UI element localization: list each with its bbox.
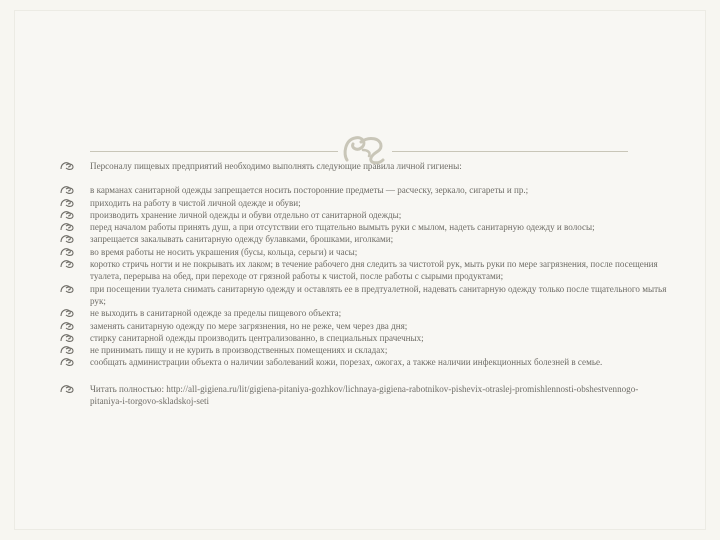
rule-text: в карманах санитарной одежды запрещается носить посторонние предметы — расческу, зеркало, сигареты и пр.; xyxy=(90,185,529,196)
list-item xyxy=(60,332,670,344)
list-item xyxy=(60,209,670,221)
scroll-bullet-icon xyxy=(60,198,74,208)
scroll-bullet-icon xyxy=(60,247,74,257)
list-item xyxy=(60,160,670,172)
rule-text: стирку санитарной одежды производить централизованно, в специальных прачечных; xyxy=(90,332,424,343)
scroll-bullet-icon xyxy=(60,234,74,244)
scroll-bullet-icon xyxy=(60,321,74,331)
list-item xyxy=(60,283,670,308)
list-item xyxy=(60,356,670,368)
scroll-bullet-icon xyxy=(60,345,74,355)
scroll-bullet-icon xyxy=(60,222,74,232)
list-item xyxy=(60,320,670,332)
list-item xyxy=(60,383,670,408)
rule-text: заменять санитарную одежду по мере загрязнения, но не реже, чем через два дня; xyxy=(90,320,408,331)
list-item xyxy=(60,344,670,356)
read-more-text: Читать полностью: http://all-gigiena.ru/lit/gigiena-pitaniya-gozhkov/lichnaya-gigiena-rabotnikov-pishevix-otraslej-promishlennosti-obshestvennogo-pitaniya-i-torgovo-skladskoj-seti xyxy=(90,383,639,407)
rule-text: не принимать пищу и не курить в производственных помещениях и складах; xyxy=(90,345,388,356)
rule-text: не выходить в санитарной одежде за пределы пищевого объекта; xyxy=(90,308,342,319)
scroll-bullet-icon xyxy=(60,185,74,195)
list-item xyxy=(60,246,670,258)
scroll-bullet-icon xyxy=(60,259,74,269)
list-item xyxy=(60,221,670,233)
scroll-bullet-icon xyxy=(60,161,74,171)
rules-list xyxy=(60,160,670,407)
title-rule-left xyxy=(90,151,338,152)
scroll-bullet-icon xyxy=(60,284,74,294)
list-item xyxy=(60,307,670,319)
scroll-bullet-icon xyxy=(60,384,74,394)
list-item xyxy=(60,197,670,209)
scroll-bullet-icon xyxy=(60,308,74,318)
rule-text: коротко стричь ногти и не покрывать их лаком; в течение рабочего дня следить за чистотой рук, мыть руки по мере загрязнения, после посещения туалета, перерыва на обед, при переходе от грязной работы к чистой, после работы с сырыми продуктами; xyxy=(90,259,658,282)
rule-text: сообщать администрации объекта о наличии заболеваний кожи, порезах, ожогах, а также наличии инфекционных болезней в семье. xyxy=(90,357,603,368)
list-item xyxy=(60,184,670,196)
intro-text: Персоналу пищевых предприятий необходимо выполнять следующие правила личной гигиены: xyxy=(90,161,462,171)
rule-text: производить хранение личной одежды и обуви отдельно от санитарной одежды; xyxy=(90,209,402,220)
list-item xyxy=(60,233,670,245)
rule-text: во время работы не носить украшения (бусы, кольца, серьги) и часы; xyxy=(90,246,358,257)
rule-text: приходить на работу в чистой личной одежде и обуви; xyxy=(90,197,301,208)
title-rule-right xyxy=(392,151,628,152)
rule-text: при посещении туалета снимать санитарную одежду и оставлять ее в предтуалетной, надевать санитарную одежду только после тщательного мытья рук; xyxy=(90,283,667,306)
scroll-bullet-icon xyxy=(60,333,74,343)
scroll-bullet-icon xyxy=(60,210,74,220)
scroll-bullet-icon xyxy=(60,357,74,367)
list-item xyxy=(60,258,670,283)
rule-text: перед началом работы принять душ, а при отсутствии его тщательно вымыть руки с мылом, надеть санитарную одежду и волосы; xyxy=(90,222,595,233)
rule-text: запрещается закалывать санитарную одежду булавками, брошками, иголками; xyxy=(90,234,394,245)
